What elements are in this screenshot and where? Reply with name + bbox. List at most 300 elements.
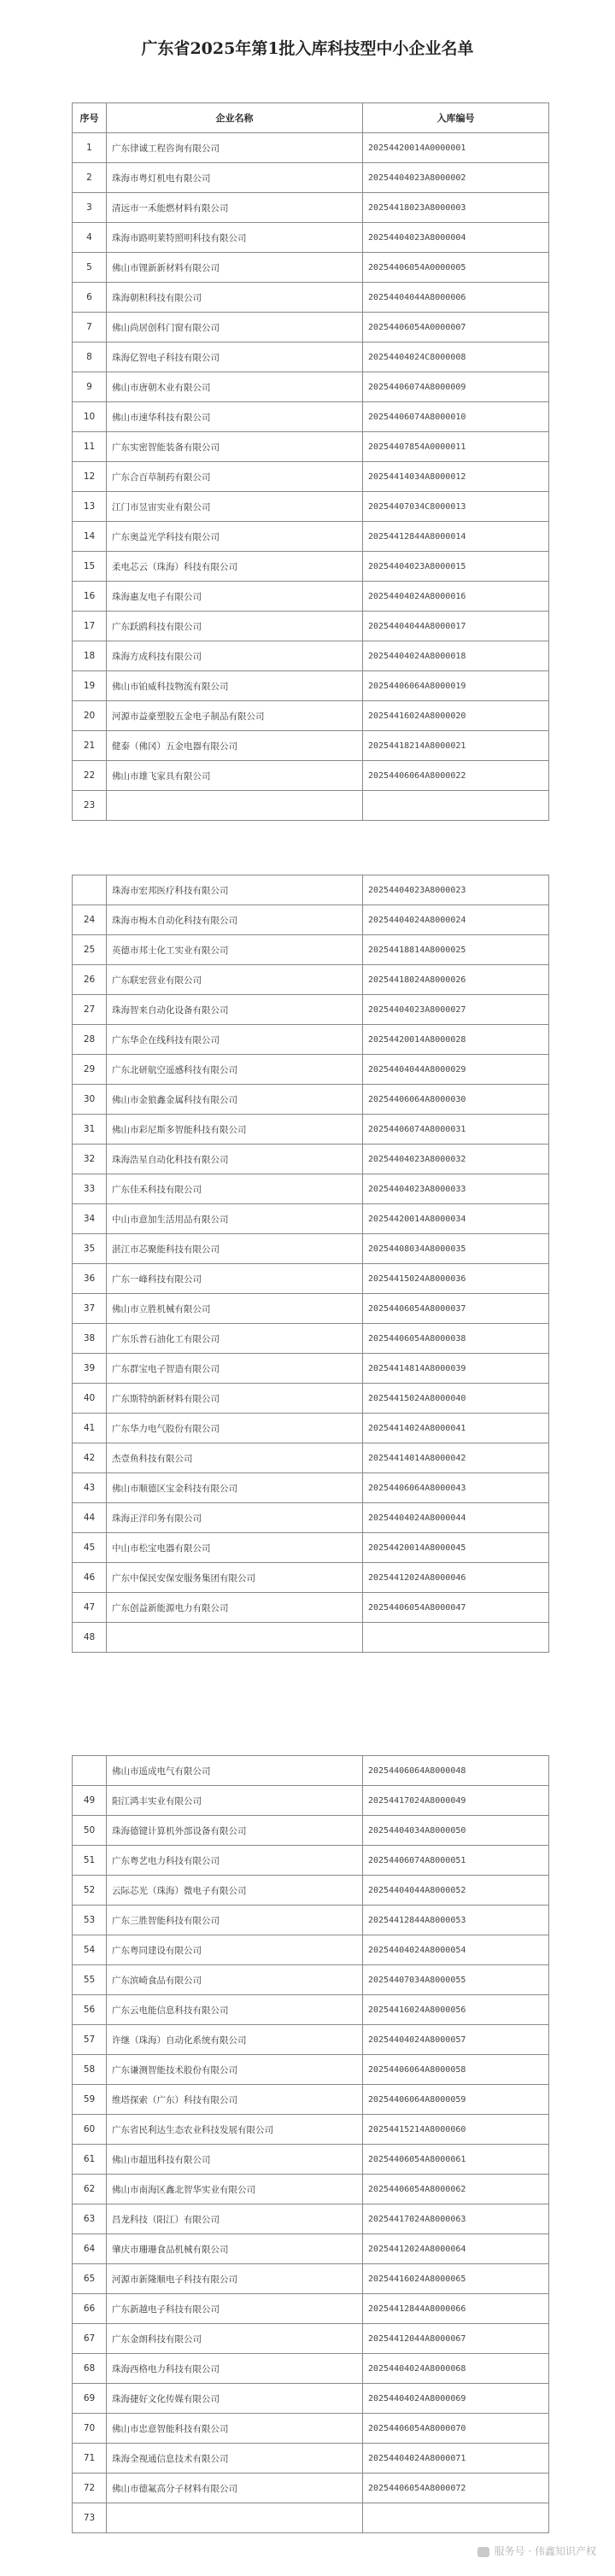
row-code: 20254404024A8000024 <box>363 905 549 935</box>
row-seq: 47 <box>73 1593 107 1623</box>
row-company-name: 广东三胜智能科技有限公司 <box>107 1906 363 1935</box>
row-code: 20254407854A0000011 <box>363 432 549 462</box>
table-row <box>73 313 549 342</box>
table-row <box>73 1816 549 1846</box>
row-code: 20254404044A8000029 <box>363 1055 549 1085</box>
row-company-name: 佛山市彩尼斯多智能科技有限公司 <box>107 1115 363 1145</box>
row-seq: 26 <box>73 965 107 995</box>
row-seq: 34 <box>73 1204 107 1234</box>
row-code: 20254404044A8000052 <box>363 1876 549 1906</box>
row-company-name: 河源市新隆顺电子科技有限公司 <box>107 2264 363 2294</box>
table-row <box>73 2204 549 2234</box>
row-code: 20254417024A8000049 <box>363 1786 549 1816</box>
row-seq: 33 <box>73 1174 107 1204</box>
row-seq: 56 <box>73 1995 107 2025</box>
row-company-name: 珠海方成科技有限公司 <box>107 641 363 671</box>
row-company-name: 肇庆市珊珊食品机械有限公司 <box>107 2234 363 2264</box>
table-row <box>73 965 549 995</box>
row-company-name: 佛山市遥成电气有限公司 <box>107 1756 363 1786</box>
row-company-name: 珠海智来自动化设备有限公司 <box>107 995 363 1025</box>
row-code: 20254406054A8000070 <box>363 2414 549 2444</box>
row-company-name: 珠海德键计算机外部设备有限公司 <box>107 1816 363 1846</box>
row-seq: 19 <box>73 671 107 701</box>
table-row <box>73 641 549 671</box>
table-row <box>73 2145 549 2175</box>
row-company-name: 广东云电能信息科技有限公司 <box>107 1995 363 2025</box>
row-company-name: 佛山市超迅科技有限公司 <box>107 2145 363 2175</box>
row-code: 20254420014A8000034 <box>363 1204 549 1234</box>
row-code: 20254412844A8000014 <box>363 522 549 552</box>
row-company-name: 广东奥益光学科技有限公司 <box>107 522 363 552</box>
row-seq: 70 <box>73 2414 107 2444</box>
table-row <box>73 492 549 522</box>
row-company-name <box>107 2503 363 2533</box>
row-company-name: 佛山市速华科技有限公司 <box>107 402 363 432</box>
row-seq: 5 <box>73 253 107 283</box>
row-seq: 44 <box>73 1503 107 1533</box>
row-code: 20254404024A8000071 <box>363 2444 549 2474</box>
table-row <box>73 2474 549 2503</box>
row-code: 20254406064A8000019 <box>363 671 549 701</box>
table-row <box>73 2085 549 2115</box>
table-row <box>73 2055 549 2085</box>
table-row <box>73 2264 549 2294</box>
header-seq: 序号 <box>73 103 107 133</box>
table-row <box>73 1414 549 1443</box>
table-row <box>73 1995 549 2025</box>
row-company-name: 广东华力电气股份有限公司 <box>107 1414 363 1443</box>
row-seq: 51 <box>73 1846 107 1876</box>
enterprise-table-2 <box>72 875 549 1653</box>
row-company-name: 柔电芯云（珠海）科技有限公司 <box>107 552 363 582</box>
table-row <box>73 1906 549 1935</box>
row-company-name: 珠海市宏邦医疗科技有限公司 <box>107 875 363 905</box>
table-row <box>73 1473 549 1503</box>
row-company-name: 珠海西格电力科技有限公司 <box>107 2354 363 2384</box>
table-row <box>73 2324 549 2354</box>
table-row <box>73 2354 549 2384</box>
row-seq: 59 <box>73 2085 107 2115</box>
row-company-name: 广东律诚工程咨询有限公司 <box>107 133 363 163</box>
wechat-icon <box>477 2547 489 2557</box>
row-seq: 54 <box>73 1935 107 1965</box>
row-seq: 30 <box>73 1085 107 1115</box>
row-seq <box>73 875 107 905</box>
row-code: 20254406054A8000047 <box>363 1593 549 1623</box>
row-seq: 15 <box>73 552 107 582</box>
row-seq: 16 <box>73 582 107 612</box>
table-row <box>73 522 549 552</box>
table-row <box>73 1204 549 1234</box>
row-code: 20254404024A8000057 <box>363 2025 549 2055</box>
row-code: 20254412024A8000064 <box>363 2234 549 2264</box>
row-seq: 35 <box>73 1234 107 1264</box>
row-code: 20254404024A8000054 <box>363 1935 549 1965</box>
table-row <box>73 935 549 965</box>
row-company-name: 广东一峰科技有限公司 <box>107 1264 363 1294</box>
row-seq: 22 <box>73 761 107 791</box>
row-company-name: 佛山市顺德区宝金科技有限公司 <box>107 1473 363 1503</box>
row-seq: 31 <box>73 1115 107 1145</box>
row-seq: 13 <box>73 492 107 522</box>
row-code: 20254417024A8000063 <box>363 2204 549 2234</box>
table-row <box>73 701 549 731</box>
row-seq: 46 <box>73 1563 107 1593</box>
row-seq: 43 <box>73 1473 107 1503</box>
row-seq: 21 <box>73 731 107 761</box>
table-row <box>73 791 549 821</box>
row-seq: 6 <box>73 283 107 313</box>
row-seq: 40 <box>73 1384 107 1414</box>
header-code: 入库编号 <box>363 103 549 133</box>
table-row <box>73 731 549 761</box>
row-code <box>363 2503 549 2533</box>
row-company-name: 健泰（佛冈）五金电器有限公司 <box>107 731 363 761</box>
row-company-name: 珠海捷好文化传媒有限公司 <box>107 2384 363 2414</box>
row-code: 20254414814A8000039 <box>363 1354 549 1384</box>
row-seq: 18 <box>73 641 107 671</box>
row-code: 20254404023A8000004 <box>363 223 549 253</box>
table-row <box>73 1965 549 1995</box>
row-seq: 25 <box>73 935 107 965</box>
row-seq: 55 <box>73 1965 107 1995</box>
row-seq: 27 <box>73 995 107 1025</box>
table-row <box>73 1935 549 1965</box>
table-row <box>73 875 549 905</box>
row-company-name: 维塔探索（广东）科技有限公司 <box>107 2085 363 2115</box>
row-company-name: 珠海正洋印务有限公司 <box>107 1503 363 1533</box>
table-row <box>73 2444 549 2474</box>
row-code: 20254406054A8000038 <box>363 1324 549 1354</box>
row-code: 20254406074A8000009 <box>363 372 549 402</box>
row-company-name: 佛山市南海区鑫北智华实业有限公司 <box>107 2175 363 2204</box>
row-company-name: 中山市松宝电器有限公司 <box>107 1533 363 1563</box>
watermark-text: 服务号 · 伟鑫知识产权 <box>494 2545 596 2557</box>
row-code: 20254406064A8000048 <box>363 1756 549 1786</box>
row-company-name: 广东实密智能装备有限公司 <box>107 432 363 462</box>
row-company-name: 广东粤艺电力科技有限公司 <box>107 1846 363 1876</box>
table-row <box>73 2234 549 2264</box>
row-code: 20254418814A8000025 <box>363 935 549 965</box>
table-row <box>73 372 549 402</box>
row-company-name: 昌龙科技（阳江）有限公司 <box>107 2204 363 2234</box>
row-seq: 32 <box>73 1145 107 1174</box>
table-row <box>73 1503 549 1533</box>
row-code <box>363 791 549 821</box>
table-row <box>73 1443 549 1473</box>
table-row <box>73 1384 549 1414</box>
row-seq: 28 <box>73 1025 107 1055</box>
table-row <box>73 1324 549 1354</box>
row-seq: 67 <box>73 2324 107 2354</box>
row-code: 20254404023A8000002 <box>363 163 549 193</box>
table-row <box>73 2294 549 2324</box>
row-company-name: 广东新越电子科技有限公司 <box>107 2294 363 2324</box>
row-company-name: 广东中保民安保安服务集团有限公司 <box>107 1563 363 1593</box>
row-code: 20254406074A8000010 <box>363 402 549 432</box>
row-company-name: 阳江鸿丰实业有限公司 <box>107 1786 363 1816</box>
table-row <box>73 1846 549 1876</box>
row-code: 20254418214A8000021 <box>363 731 549 761</box>
row-code: 20254420014A8000028 <box>363 1025 549 1055</box>
table-row <box>73 133 549 163</box>
row-code: 20254404024A8000044 <box>363 1503 549 1533</box>
row-seq: 52 <box>73 1876 107 1906</box>
row-company-name: 广东北研航空遥感科技有限公司 <box>107 1055 363 1085</box>
row-code: 20254406064A8000043 <box>363 1473 549 1503</box>
row-seq: 73 <box>73 2503 107 2533</box>
row-company-name: 珠海朝积科技有限公司 <box>107 283 363 313</box>
row-company-name: 珠海全视通信息技术有限公司 <box>107 2444 363 2474</box>
table-row <box>73 1294 549 1324</box>
row-company-name: 中山市意加生活用品有限公司 <box>107 1204 363 1234</box>
row-code: 20254406054A0000007 <box>363 313 549 342</box>
table-row <box>73 193 549 223</box>
row-seq: 65 <box>73 2264 107 2294</box>
row-company-name: 佛山市唐朝木业有限公司 <box>107 372 363 402</box>
page-title: 广东省2025年第1批入库科技型中小企业名单 <box>141 39 474 58</box>
table-row <box>73 1593 549 1623</box>
table-row <box>73 432 549 462</box>
table-row <box>73 462 549 492</box>
row-seq: 24 <box>73 905 107 935</box>
row-code: 20254404024A8000016 <box>363 582 549 612</box>
row-code: 20254416024A8000056 <box>363 1995 549 2025</box>
table-row <box>73 1174 549 1204</box>
row-seq: 72 <box>73 2474 107 2503</box>
row-code: 20254412844A8000053 <box>363 1906 549 1935</box>
row-seq: 61 <box>73 2145 107 2175</box>
table-row <box>73 1055 549 1085</box>
row-company-name <box>107 791 363 821</box>
row-code: 20254406064A8000030 <box>363 1085 549 1115</box>
row-code: 20254406054A8000072 <box>363 2474 549 2503</box>
row-seq: 53 <box>73 1906 107 1935</box>
row-seq: 20 <box>73 701 107 731</box>
row-seq: 64 <box>73 2234 107 2264</box>
row-company-name: 云际芯光（珠海）微电子有限公司 <box>107 1876 363 1906</box>
row-code: 20254406074A8000051 <box>363 1846 549 1876</box>
table-row <box>73 253 549 283</box>
row-company-name: 广东粤同建设有限公司 <box>107 1935 363 1965</box>
row-code: 20254416024A8000065 <box>363 2264 549 2294</box>
table-row <box>73 671 549 701</box>
row-seq: 3 <box>73 193 107 223</box>
table-row <box>73 402 549 432</box>
row-company-name: 杰壹鱼科技有限公司 <box>107 1443 363 1473</box>
table-row <box>73 995 549 1025</box>
row-code: 20254416024A8000020 <box>363 701 549 731</box>
row-code: 20254404024A8000018 <box>363 641 549 671</box>
row-seq: 62 <box>73 2175 107 2204</box>
row-seq: 48 <box>73 1623 107 1653</box>
table-row <box>73 612 549 641</box>
table-row <box>73 2025 549 2055</box>
row-company-name: 珠海市粤灯机电有限公司 <box>107 163 363 193</box>
table-row <box>73 1876 549 1906</box>
row-seq: 42 <box>73 1443 107 1473</box>
row-code: 20254407034A8000055 <box>363 1965 549 1995</box>
row-company-name: 广东省民利达生态农业科技发展有限公司 <box>107 2115 363 2145</box>
row-code: 20254407034C8000013 <box>363 492 549 522</box>
table-row <box>73 2414 549 2444</box>
table-row <box>73 1264 549 1294</box>
row-code: 20254414014A8000042 <box>363 1443 549 1473</box>
table-row <box>73 1234 549 1264</box>
row-company-name: 湛江市芯聚能科技有限公司 <box>107 1234 363 1264</box>
row-seq: 10 <box>73 402 107 432</box>
table-row <box>73 552 549 582</box>
row-code: 20254412044A8000067 <box>363 2324 549 2354</box>
row-company-name: 佛山市锂新新材料有限公司 <box>107 253 363 283</box>
row-company-name: 许继（珠海）自动化系统有限公司 <box>107 2025 363 2055</box>
row-company-name: 广东创益新能源电力有限公司 <box>107 1593 363 1623</box>
table-row <box>73 2384 549 2414</box>
row-seq: 38 <box>73 1324 107 1354</box>
row-code: 20254404023A8000027 <box>363 995 549 1025</box>
row-code: 20254408034A8000035 <box>363 1234 549 1264</box>
row-company-name: 广东合百草制药有限公司 <box>107 462 363 492</box>
row-code: 20254414034A8000012 <box>363 462 549 492</box>
row-code: 20254406074A8000031 <box>363 1115 549 1145</box>
row-code: 20254412844A8000066 <box>363 2294 549 2324</box>
row-company-name: 广东乐普石油化工有限公司 <box>107 1324 363 1354</box>
row-company-name: 广东跃鸥科技有限公司 <box>107 612 363 641</box>
row-company-name: 珠海市路明莱特照明科技有限公司 <box>107 223 363 253</box>
row-company-name: 广东佳禾科技有限公司 <box>107 1174 363 1204</box>
row-company-name: 佛山市忠意智能科技有限公司 <box>107 2414 363 2444</box>
table-row <box>73 1085 549 1115</box>
table-row <box>73 2175 549 2204</box>
row-code: 20254404044A8000006 <box>363 283 549 313</box>
row-code: 20254415024A8000040 <box>363 1384 549 1414</box>
row-company-name: 佛山市金狼鑫金属科技有限公司 <box>107 1085 363 1115</box>
row-code: 20254406054A8000062 <box>363 2175 549 2204</box>
row-code: 20254404044A8000017 <box>363 612 549 641</box>
table-header-row <box>73 103 549 133</box>
row-code: 20254406064A8000059 <box>363 2085 549 2115</box>
table-row <box>73 1115 549 1145</box>
row-company-name: 广东斯特纳新材料有限公司 <box>107 1384 363 1414</box>
row-seq: 41 <box>73 1414 107 1443</box>
table-row <box>73 223 549 253</box>
row-company-name: 佛山市铂威科技物流有限公司 <box>107 671 363 701</box>
table-row <box>73 163 549 193</box>
row-company-name: 广东华企在线科技有限公司 <box>107 1025 363 1055</box>
row-seq: 49 <box>73 1786 107 1816</box>
row-seq: 57 <box>73 2025 107 2055</box>
row-seq: 11 <box>73 432 107 462</box>
row-code: 20254406064A8000022 <box>363 761 549 791</box>
row-company-name: 佛山市立胜机械有限公司 <box>107 1294 363 1324</box>
row-code: 20254404023A8000032 <box>363 1145 549 1174</box>
row-code: 20254406054A8000061 <box>363 2145 549 2175</box>
row-company-name: 佛山尚居创科门窗有限公司 <box>107 313 363 342</box>
table-row <box>73 1533 549 1563</box>
table-row <box>73 2115 549 2145</box>
row-seq: 66 <box>73 2294 107 2324</box>
row-code: 20254420014A0000001 <box>363 133 549 163</box>
row-seq: 9 <box>73 372 107 402</box>
row-company-name: 广东金朗科技有限公司 <box>107 2324 363 2354</box>
row-code <box>363 1623 549 1653</box>
table-row <box>73 342 549 372</box>
row-code: 20254404024A8000069 <box>363 2384 549 2414</box>
row-seq: 8 <box>73 342 107 372</box>
row-seq: 29 <box>73 1055 107 1085</box>
row-seq: 12 <box>73 462 107 492</box>
row-seq: 45 <box>73 1533 107 1563</box>
row-seq: 17 <box>73 612 107 641</box>
table-row <box>73 761 549 791</box>
row-seq: 2 <box>73 163 107 193</box>
row-code: 20254415024A8000036 <box>363 1264 549 1294</box>
row-code: 20254404023A8000023 <box>363 875 549 905</box>
row-seq <box>73 1756 107 1786</box>
table-row <box>73 582 549 612</box>
row-company-name: 广东谦测智能技术股份有限公司 <box>107 2055 363 2085</box>
row-seq: 39 <box>73 1354 107 1384</box>
row-seq: 50 <box>73 1816 107 1846</box>
table-row <box>73 1786 549 1816</box>
row-company-name <box>107 1623 363 1653</box>
row-seq: 63 <box>73 2204 107 2234</box>
row-code: 20254404023A8000015 <box>363 552 549 582</box>
row-code: 20254420014A8000045 <box>363 1533 549 1563</box>
row-code: 20254404024C8000008 <box>363 342 549 372</box>
row-seq: 1 <box>73 133 107 163</box>
row-seq: 4 <box>73 223 107 253</box>
row-seq: 60 <box>73 2115 107 2145</box>
row-seq: 68 <box>73 2354 107 2384</box>
row-company-name: 珠海市梅木自动化科技有限公司 <box>107 905 363 935</box>
table-row <box>73 1623 549 1653</box>
row-seq: 36 <box>73 1264 107 1294</box>
row-company-name: 英德市邦士化工实业有限公司 <box>107 935 363 965</box>
enterprise-table-1 <box>72 102 549 821</box>
row-company-name: 佛山市德氟高分子材料有限公司 <box>107 2474 363 2503</box>
table-row <box>73 905 549 935</box>
header-company: 企业名称 <box>107 103 363 133</box>
row-code: 20254406054A8000037 <box>363 1294 549 1324</box>
row-company-name: 珠海亿智电子科技有限公司 <box>107 342 363 372</box>
row-seq: 58 <box>73 2055 107 2085</box>
row-company-name: 佛山市雄飞家具有限公司 <box>107 761 363 791</box>
row-code: 20254406054A0000005 <box>363 253 549 283</box>
row-code: 20254414024A8000041 <box>363 1414 549 1443</box>
row-company-name: 河源市益豪塑胶五金电子制品有限公司 <box>107 701 363 731</box>
row-seq: 7 <box>73 313 107 342</box>
row-code: 20254415214A8000060 <box>363 2115 549 2145</box>
row-company-name: 广东群宝电子智造有限公司 <box>107 1354 363 1384</box>
row-code: 20254404024A8000068 <box>363 2354 549 2384</box>
row-company-name: 珠海惠友电子有限公司 <box>107 582 363 612</box>
row-company-name: 珠海浩星自动化科技有限公司 <box>107 1145 363 1174</box>
row-company-name: 广东联宏营业有限公司 <box>107 965 363 995</box>
row-seq: 14 <box>73 522 107 552</box>
enterprise-table-3 <box>72 1755 549 2533</box>
table-row <box>73 1025 549 1055</box>
row-seq: 69 <box>73 2384 107 2414</box>
row-company-name: 广东滨崎食品有限公司 <box>107 1965 363 1995</box>
row-code: 20254404023A8000033 <box>363 1174 549 1204</box>
table-row <box>73 1145 549 1174</box>
table-row <box>73 1563 549 1593</box>
row-code: 20254404034A8000050 <box>363 1816 549 1846</box>
row-seq: 71 <box>73 2444 107 2474</box>
row-code: 20254418023A8000003 <box>363 193 549 223</box>
table-row <box>73 2503 549 2533</box>
